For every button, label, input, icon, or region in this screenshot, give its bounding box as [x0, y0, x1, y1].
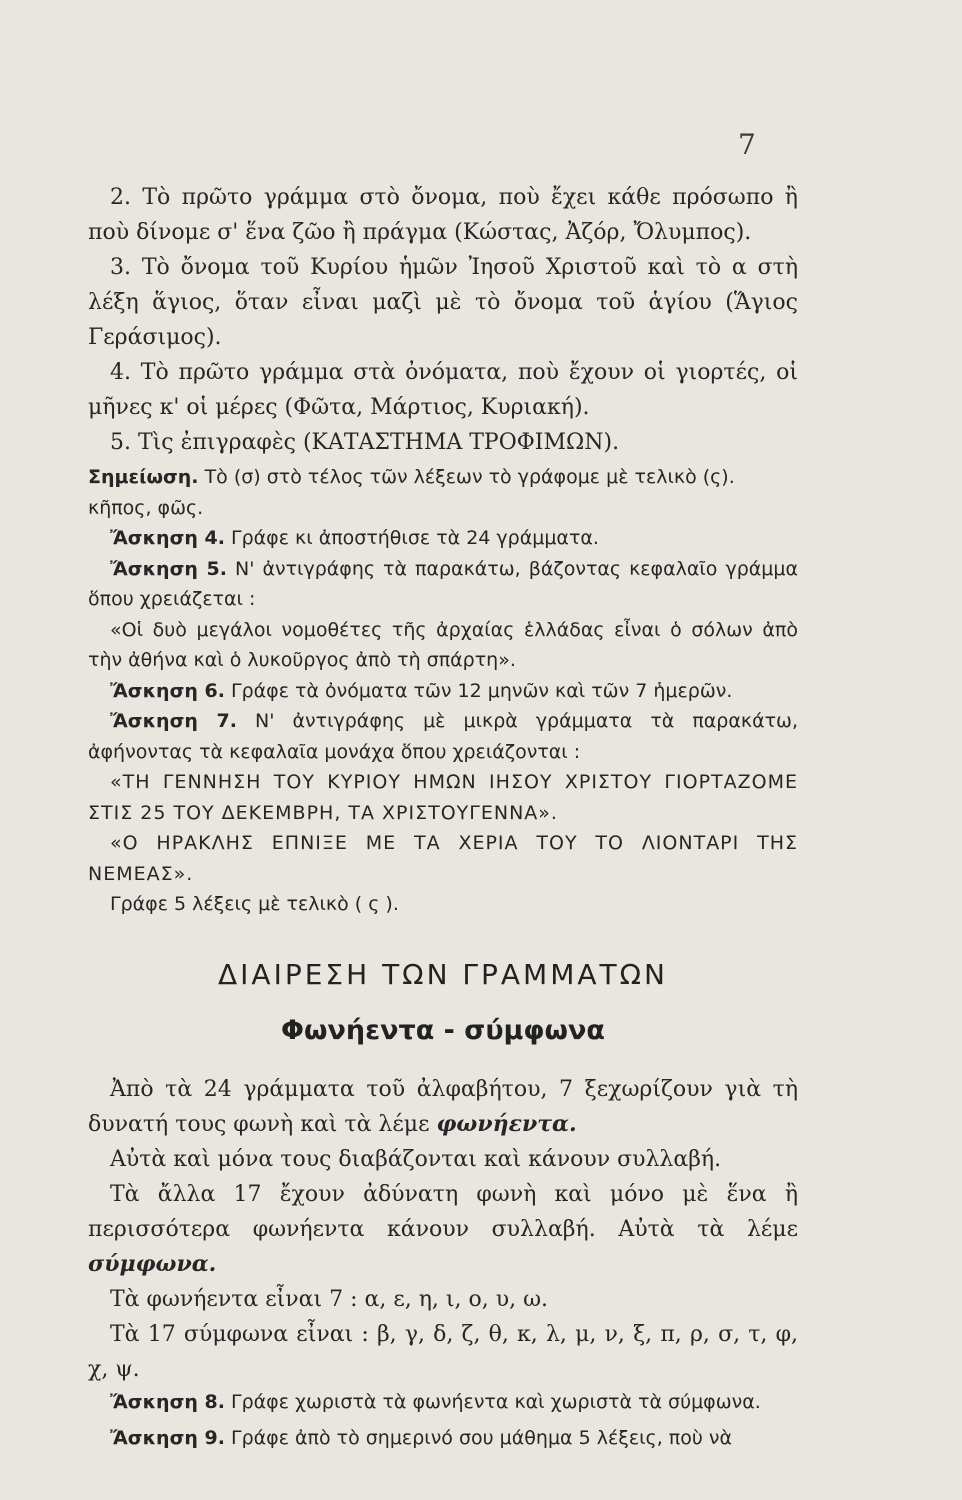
- note: [88, 462, 798, 493]
- section-title: ΔΙΑΙΡΕΣΗ ΤΩΝ ΓΡΑΜΜΑΤΩΝ: [218, 957, 668, 991]
- section-subtitle: Φωνήεντα - σύμφωνα: [281, 1014, 605, 1046]
- exercise-8-text: Γράφε χωριστὰ τὰ φωνήεντα καὶ χωριστὰ τὰ σύμφωνα.: [231, 1390, 761, 1413]
- paragraph-vowels-intro: [88, 1072, 798, 1142]
- exercise-6: [88, 676, 798, 707]
- exercise-7-text: Ν' ἀντιγράφης μὲ μικρὰ γράμματα τὰ παρακάτω, ἀφήνοντας τὰ κεφαλαῖα μονάχα ὅπου χρειάζονται :: [88, 710, 799, 763]
- exercise-7-label: Ἄσκηση 7.: [110, 710, 237, 732]
- final-instruction: Γράφε 5 λέξεις μὲ τελικὸ ( ς ).: [110, 893, 399, 915]
- page-number: 7: [738, 128, 756, 161]
- page-content: [88, 180, 798, 1454]
- exercise-8-label: Ἄσκηση 8.: [110, 1390, 225, 1413]
- consonants-list: Τὰ 17 σύμφωνα εἶναι : β, γ, δ, ζ, θ, κ, λ, μ, ν, ξ, π, ρ, σ, τ, φ, χ, ψ.: [88, 1321, 798, 1382]
- paragraph-consonants-intro: [88, 1177, 798, 1282]
- exercise-8: [88, 1387, 798, 1418]
- note-examples: κῆπος, φῶς.: [88, 496, 204, 519]
- section-body: [88, 1072, 798, 1454]
- paragraph-consonants-text: Τὰ ἄλλα 17 ἔχουν ἀδύνατη φωνὴ καὶ μόνο μὲ ἕνα ἢ περισσότερα φωνήεντα κάνουν συλλαβή. Αὐτὰ τὰ λέμε: [88, 1181, 798, 1242]
- rule-item-5: 5. Τὶς ἐπιγραφὲς (ΚΑΤΑΣΤΗΜΑ ΤΡΟΦΙΜΩΝ).: [110, 430, 620, 455]
- exercise-4-label: Ἄσκηση 4.: [110, 527, 225, 549]
- exercise-5: [88, 554, 798, 615]
- rule-item-2: 2. Τὸ πρῶτο γράμμα στὸ ὄνομα, ποὺ ἔχει κάθε πρόσωπο ἢ ποὺ δίνομε σ' ἕνα ζῶο ἢ πράγμα (Κώστας, Ἀζόρ, Ὄλυμπος).: [88, 185, 798, 245]
- exercise-5-text: Ν' ἀντιγράφης τὰ παρακάτω, βάζοντας κεφαλαῖο γράμμα ὅπου χρειάζεται :: [88, 557, 798, 610]
- exercise-9-text: Γράφε ἀπὸ τὸ σημερινό σου μάθημα 5 λέξεις, ποὺ νὰ: [231, 1427, 733, 1449]
- paragraph-vowels-syllable: Αὐτὰ καὶ μόνα τους διαβάζονται καὶ κάνουν συλλαβή.: [110, 1146, 722, 1172]
- vowels-list: Τὰ φωνήεντα εἶναι 7 : α, ε, η, ι, ο, υ, ω.: [110, 1286, 549, 1312]
- note-label: Σημείωση.: [88, 466, 199, 488]
- term-consonants: σύμφωνα.: [88, 1250, 217, 1277]
- note-text: Τὸ (σ) στὸ τέλος τῶν λέξεων τὸ γράφομε μὲ τελικὸ (ς).: [204, 466, 735, 488]
- exercise-7-quote-b: «Ο ΗΡΑΚΛΗΣ ΕΠΝΙΞΕ ΜΕ ΤΑ ΧΕΡΙΑ ΤΟΥ ΤΟ ΛΙΟΝΤΑΡΙ ΤΗΣ ΝΕΜΕΑΣ».: [88, 832, 798, 885]
- exercise-7: [88, 706, 798, 767]
- rule-item-4: 4. Τὸ πρῶτο γράμμα στὰ ὀνόματα, ποὺ ἔχουν οἱ γιορτές, οἱ μῆνες κ' οἱ μέρες (Φῶτα, Μάρτιος, Κυριακή).: [88, 360, 798, 420]
- exercise-7-quote-a: «ΤΗ ΓΕΝΝΗΣΗ ΤΟΥ ΚΥΡΙΟΥ ΗΜΩΝ ΙΗΣΟΥ ΧΡΙΣΤΟΥ ΓΙΟΡΤΑΖΟΜΕ ΣΤΙΣ 25 ΤΟΥ ΔΕΚΕΜΒΡΗ, ΤΑ ΧΡΙΣΤΟΥΓΕΝΝΑ».: [88, 771, 798, 824]
- exercise-5-label: Ἄσκηση 5.: [110, 557, 227, 580]
- exercise-5-quote: «Οἱ δυὸ μεγάλοι νομοθέτες τῆς ἀρχαίας ἑλλάδας εἶναι ὁ σόλων ἀπὸ τὴν ἀθήνα καὶ ὁ λυκοῦργος ἀπὸ τὴ σπάρτη».: [88, 618, 798, 671]
- exercise-6-text: Γράφε τὰ ὀνόματα τῶν 12 μηνῶν καὶ τῶν 7 ἡμερῶν.: [231, 679, 733, 702]
- exercise-9-label: Ἄσκηση 9.: [110, 1427, 225, 1449]
- term-vowels: φωνήεντα.: [436, 1110, 577, 1137]
- rule-item-3: 3. Τὸ ὄνομα τοῦ Κυρίου ἡμῶν Ἰησοῦ Χριστοῦ καὶ τὸ α στὴ λέξη ἅγιος, ὅταν εἶναι μαζὶ μὲ τὸ ὄνομα τοῦ ἁγίου (Ἅγιος Γεράσιμος).: [88, 255, 798, 350]
- exercise-9: [88, 1423, 798, 1454]
- exercise-4: [88, 523, 798, 554]
- paragraph-vowels-text: Ἀπὸ τὰ 24 γράμματα τοῦ ἀλφαβήτου, 7 ξεχωρίζουν γιὰ τὴ δυνατή τους φωνὴ καὶ τὰ λέμε: [88, 1076, 798, 1137]
- exercise-6-label: Ἄσκηση 6.: [110, 679, 225, 702]
- exercise-4-text: Γράφε κι ἀποστήθισε τὰ 24 γράμματα.: [231, 527, 599, 549]
